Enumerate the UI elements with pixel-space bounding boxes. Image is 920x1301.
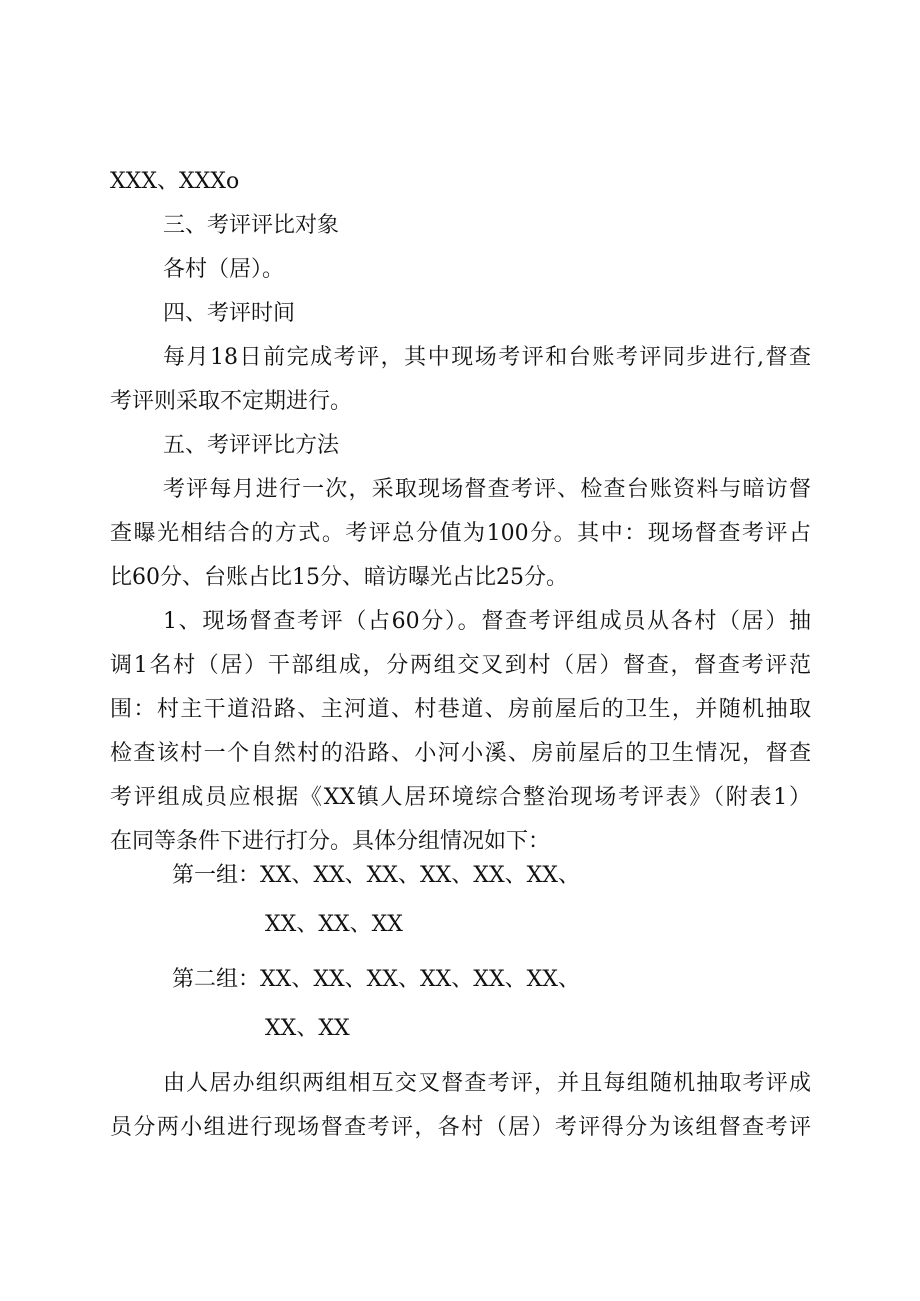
paragraph-line: 考评每月进行一次，采取现场督查考评、检查台账资料与暗访督 <box>163 477 811 502</box>
group-one-list: 第一组：XX、XX、XX、XX、XX、XX、 <box>172 863 580 888</box>
text-line-continuation: XXX、XXXo <box>110 169 240 194</box>
paragraph-line: 调1名村（居）干部组成，分两组交叉到村（居）督查，督查考评范 <box>110 653 811 678</box>
paragraph-line: 考评组成员应根据《XX镇人居环境综合整治现场考评表》（附表1） <box>110 785 811 810</box>
section-heading-5: 五、考评评比方法 <box>163 433 340 458</box>
section-heading-3: 三、考评评比对象 <box>163 213 340 238</box>
paragraph-line: 1、现场督查考评（占60分）。督查考评组成员从各村（居）抽 <box>163 609 811 634</box>
paragraph-line: 查曝光相结合的方式。考评总分值为100分。其中：现场督查考评占 <box>110 521 811 546</box>
paragraph-line: 围：村主干道沿路、主河道、村巷道、房前屋后的卫生，并随机抽取 <box>110 697 811 722</box>
paragraph-line: 员分两小组进行现场督查考评，各村（居）考评得分为该组督查考评 <box>110 1115 811 1140</box>
group-one-list-continued: XX、XX、XX <box>265 912 403 937</box>
paragraph-line: 各村（居）。 <box>163 257 285 282</box>
group-two-list: 第二组：XX、XX、XX、XX、XX、XX、 <box>172 967 580 992</box>
paragraph-line: 每月18日前完成考评，其中现场考评和台账考评同步进行,督查 <box>163 345 811 370</box>
paragraph-line: 在同等条件下进行打分。具体分组情况如下： <box>110 829 551 854</box>
paragraph-line: 由人居办组织两组相互交叉督查考评，并且每组随机抽取考评成 <box>163 1071 811 1096</box>
paragraph-line: 考评则采取不定期进行。 <box>110 389 353 414</box>
paragraph-line: 比60分、台账占比15分、暗访曝光占比25分。 <box>110 565 568 590</box>
group-two-list-continued: XX、XX <box>265 1016 350 1041</box>
section-heading-4: 四、考评时间 <box>163 301 296 326</box>
paragraph-line: 检查该村一个自然村的沿路、小河小溪、房前屋后的卫生情况，督查 <box>110 741 811 766</box>
